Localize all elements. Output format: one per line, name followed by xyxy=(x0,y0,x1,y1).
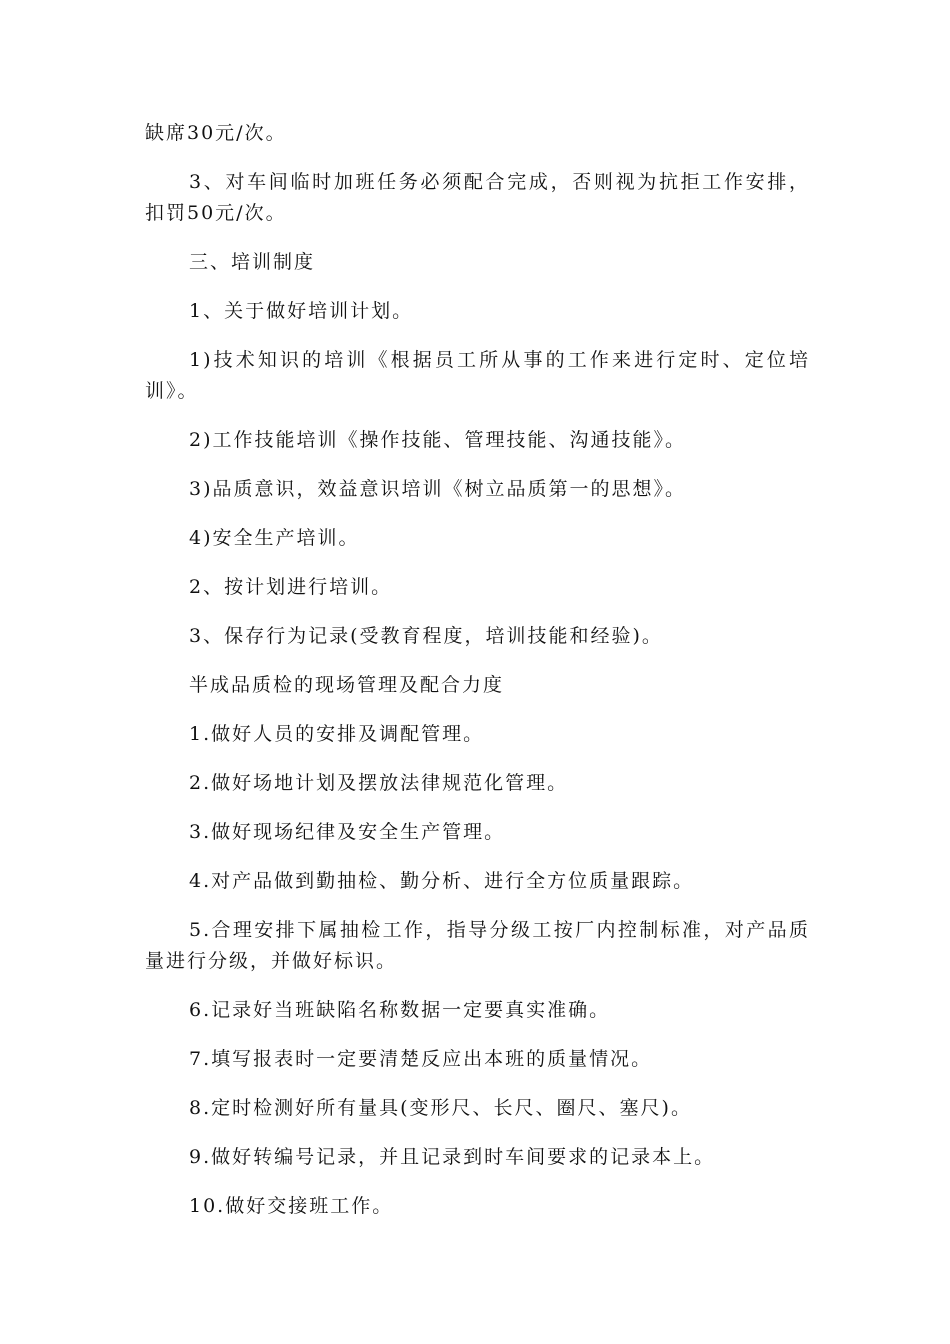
list-item-product-inspection: 4.对产品做到勤抽检、勤分析、进行全方位质量跟踪。 xyxy=(189,870,695,892)
list-item-gauge-check: 8.定时检测好所有量具(变形尺、长尺、圈尺、塞尺)。 xyxy=(189,1097,692,1119)
list-item-technical-training: 1)技术知识的培训《根据员工所从事的工作来进行定时、定位培训》。 xyxy=(145,349,810,402)
paragraph-keep-records: 3、保存行为记录(受教育程度，培训技能和经验)。 xyxy=(189,625,663,647)
section-heading-training: 三、培训制度 xyxy=(189,251,316,273)
list-item-safety-training: 4)安全生产培训。 xyxy=(189,527,360,549)
list-item-numbering-records: 9.做好转编号记录，并且记录到时车间要求的记录本上。 xyxy=(189,1146,716,1168)
list-item-sampling-work: 5.合理安排下属抽检工作，指导分级工按厂内控制标准，对产品质量进行分级，并做好标识。 xyxy=(145,919,810,972)
paragraph-overtime-rule: 3、对车间临时加班任务必须配合完成，否则视为抗拒工作安排，扣罚50元/次。 xyxy=(145,171,810,224)
paragraph-train-by-plan: 2、按计划进行培训。 xyxy=(189,576,393,598)
paragraph-absence-fine: 缺席30元/次。 xyxy=(145,122,287,144)
list-item-quality-training: 3)品质意识，效益意识培训《树立品质第一的思想》。 xyxy=(189,478,687,500)
list-item-skill-training: 2)工作技能培训《操作技能、管理技能、沟通技能》。 xyxy=(189,429,687,451)
list-item-reports: 7.填写报表时一定要清楚反应出本班的质量情况。 xyxy=(189,1048,653,1070)
document-body xyxy=(145,118,810,1222)
list-item-defect-records: 6.记录好当班缺陷名称数据一定要真实准确。 xyxy=(189,999,611,1021)
list-item-site-discipline: 3.做好现场纪律及安全生产管理。 xyxy=(189,821,506,843)
list-item-shift-handover: 10.做好交接班工作。 xyxy=(189,1195,394,1217)
list-item-staff-arrangement: 1.做好人员的安排及调配管理。 xyxy=(189,723,485,745)
paragraph-training-plan: 1、关于做好培训计划。 xyxy=(189,300,414,322)
list-item-site-planning: 2.做好场地计划及摆放法律规范化管理。 xyxy=(189,772,569,794)
section-heading-inspection: 半成品质检的现场管理及配合力度 xyxy=(189,674,505,696)
